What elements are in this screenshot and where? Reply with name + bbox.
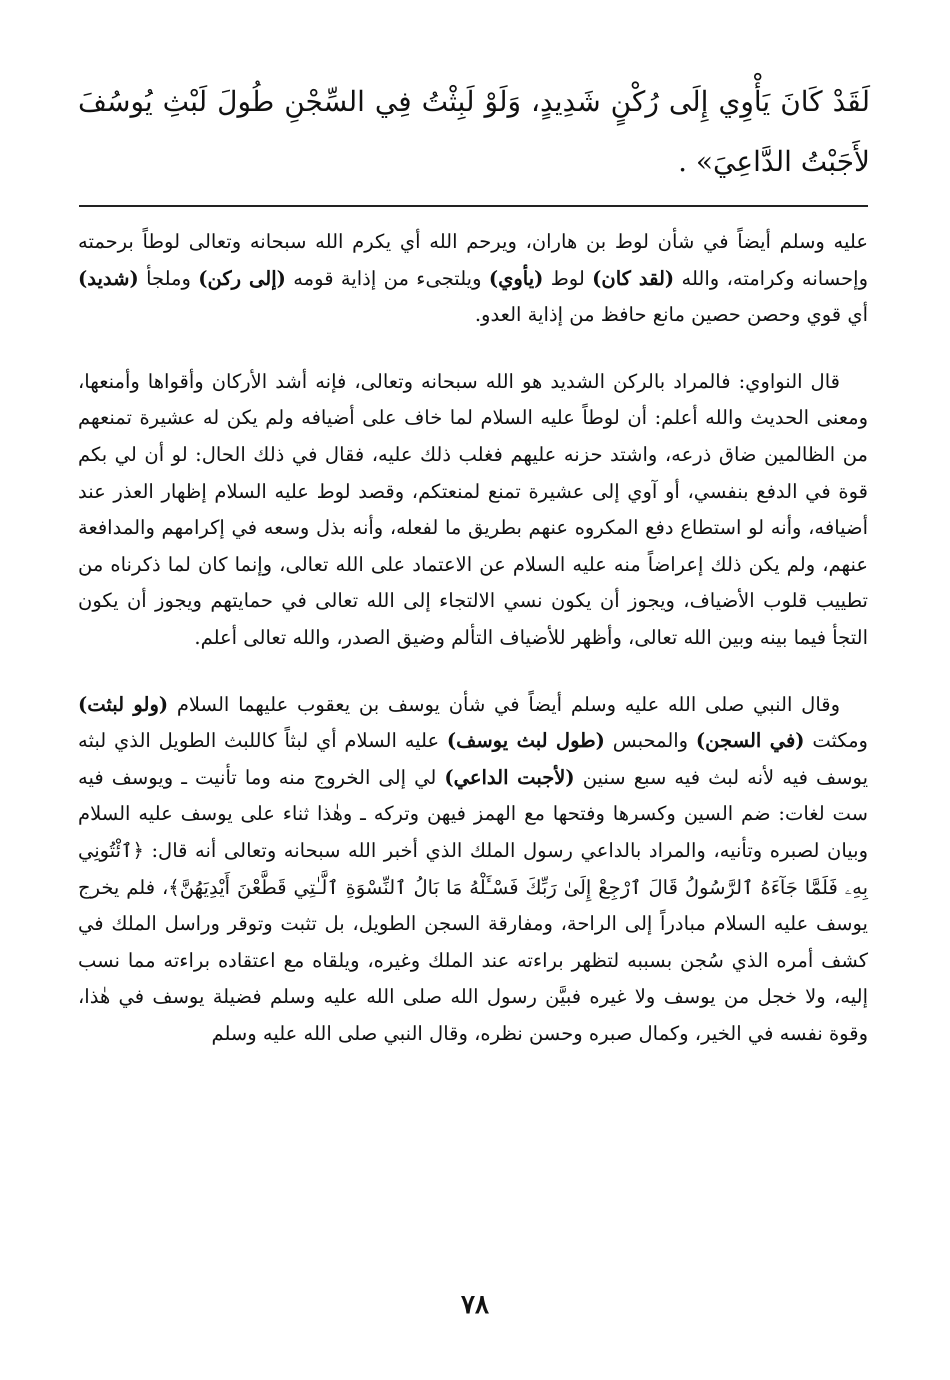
commentary-paragraph-1 [78, 224, 868, 334]
commentary-text: ، فلم يخرج يوسف عليه السلام مبادراً إلى الراحة، ومفارقة السجن الطويل، بل تثبت وتوقر وراسل الملك في كشف أمره الذي سُجن بسببه لتظهر براءته عند الملك وغيره، ويلقاه مع اعتقاده براءته مما نسب إليه، ولا خجل من يوسف ولا غيره فبيَّن رسول الله صلى الله عليه وسلم فضيلة يوسف في هٰذا، وقوة نفسه في الخير، وكمال صبره وحسن نظره، وقال النبي صلى الله عليه وسلم [78, 875, 868, 1045]
commentary-text: ويلتجىء من إذاية قومه [285, 266, 489, 290]
commentary-text: وملجأ [138, 266, 199, 290]
commentary-text: عليه وسلم أيضاً في شأن لوط بن هاران، ويرحم الله أي يكرم الله سبحانه وتعالى لوطاً برحمته وإحسانه وكرامته، والله [78, 230, 868, 290]
bold-term: (شديد) [78, 266, 139, 290]
commentary-paragraph-3 [78, 687, 868, 1053]
hadith-text: لَقَدْ كَانَ يَأْوِي إِلَى رُكْنٍ شَدِيدٍ، وَلَوْ لَبِثْتُ فِي السِّجْنِ طُولَ لَبْثِ يُوسُفَ لأَجَبْتُ الدَّاعِيَ» . [78, 85, 870, 178]
commentary-text: عليه السلام أي لبثاً كاللبث الطويل الذي لبثه يوسف فيه لأنه لبث فيه سبع سنين [78, 729, 868, 789]
commentary-text: وقال النبي صلى الله عليه وسلم أيضاً في شأن يوسف بن يعقوب عليهما السلام [168, 692, 840, 716]
bold-term: (لقد كان) [592, 266, 675, 290]
commentary-text: ومكثت [804, 729, 868, 753]
bold-term: (طول لبث يوسف) [446, 729, 605, 753]
commentary-text: لي إلى الخروج منه وما تأنيت ـ ويوسف فيه ست لغات: ضم السين وكسرها وفتحها مع الهمز فيهن وتركه ـ وهٰذا ثناء على يوسف عليه السلام وبيان لصبره وتأنيه، والمراد بالداعي رسول الملك الذي أخبر الله سبحانه وتعالى أنه قال: [78, 765, 868, 862]
commentary-paragraph-2: قال النواوي: فالمراد بالركن الشديد هو الله سبحانه وتعالى، فإنه أشد الأركان وأقواها وأمنعها، ومعنى الحديث والله أعلم: أن لوطاً عليه السلام لما خاف على أضيافه ولم يكن له عشيرة تمنعهم من الظالمين ضاق ذرعه، واشتد حزنه عليهم فغلب ذلك عليه، فقال في ذلك الحال: لو أن لي بكم قوة في الدفع بنفسي، أو آوي إلى عشيرة تمنع لمنعتكم، وقصد لوط عليه السلام إظهار العذر عند أضيافه، وأنه لو استطاع دفع المكروه عنهم بطريق ما لفعله، وأنه بذل وسعه في إكرامهم والمدافعة عنهم، ولم يكن ذلك إعراضاً منه عليه السلام عن الاعتماد على الله تعالى، وإنما كان لما ذكرناه من تطييب قلوب الأضياف، ويجوز أن يكون نسي الالتجاء إلى الله تعالى في حمايتهم ويجوز أن يكون التجأ فيما بينه وبين الله تعالى، وأظهر للأضياف التألم وضيق الصدر، والله تعالى أعلم. [78, 369, 868, 649]
bold-term: (لأجبت الداعي) [444, 765, 575, 789]
page-number: ٧٨ [461, 1290, 489, 1320]
commentary-text: لوط [543, 266, 593, 290]
bold-term: (إلى ركن) [198, 266, 286, 290]
quran-quote: ﴿ٱئْتُونِي بِهِۦ فَلَمَّا جَآءَهُ ٱلرَّسُولُ قَالَ ٱرْجِعْ إِلَىٰ رَبِّكَ فَسْـَٔلْهُ مَا بَالُ ٱلنِّسْوَةِ ٱلَّـٰتِي قَطَّعْنَ أَيْدِيَهُنَّ﴾ [78, 838, 868, 899]
bold-term: (يأوي) [488, 266, 544, 290]
commentary-section [78, 224, 868, 1082]
bold-term: (ولو لبثت) [78, 692, 169, 716]
commentary-text: أي قوي وحصن حصين مانع حافظ من إذاية العدو. [474, 303, 868, 327]
commentary-text: والمحبس [604, 729, 696, 753]
bold-term: (في السجن) [695, 729, 805, 753]
footnote-divider [79, 205, 868, 207]
